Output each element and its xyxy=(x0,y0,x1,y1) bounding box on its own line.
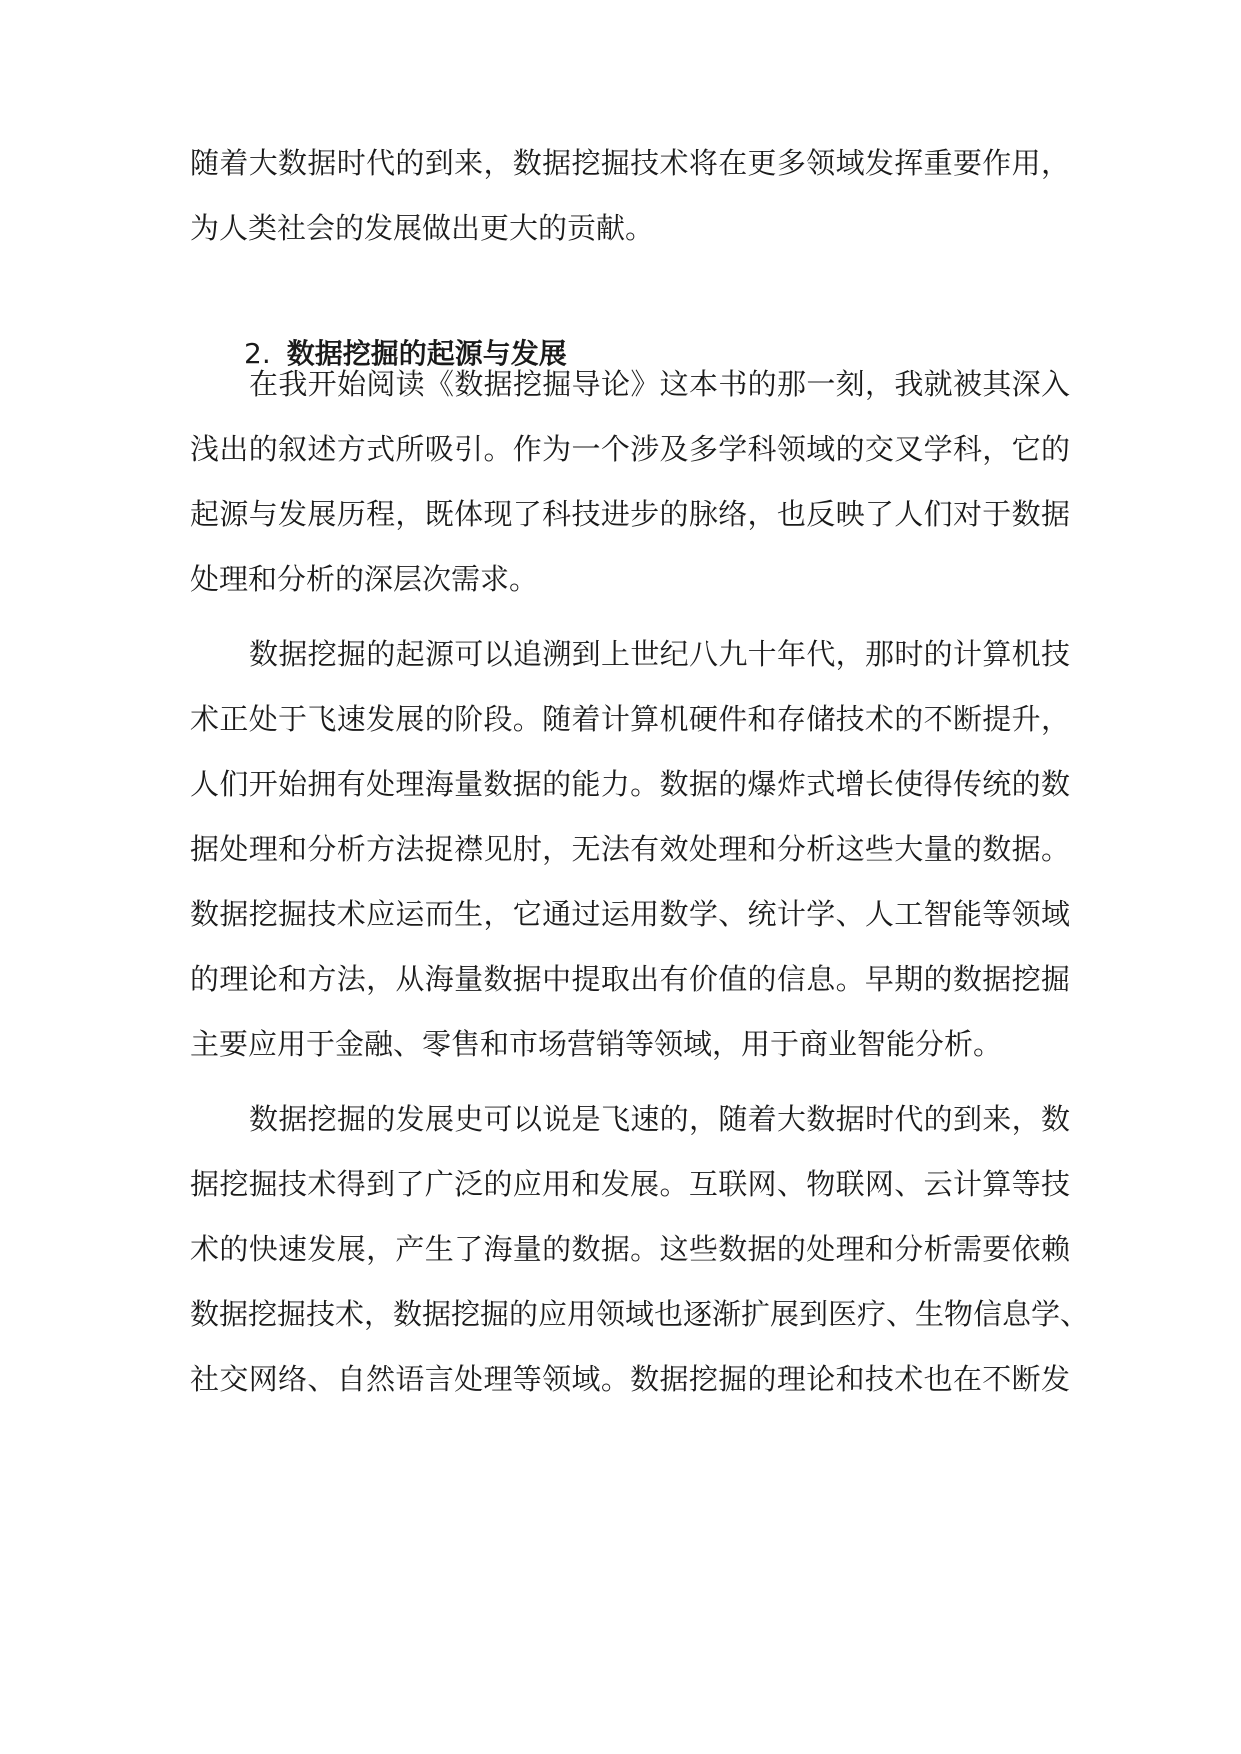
paragraph-3-line-1: 数据挖掘的发展史可以说是飞速的，随着大数据时代的到来，数 xyxy=(249,1102,1070,1136)
section-title: 数据挖掘的起源与发展 xyxy=(286,337,567,370)
intro-line-1: 随着大数据时代的到来，数据挖掘技术将在更多领域发挥重要作用， xyxy=(190,146,1070,180)
paragraph-1-line-3: 起源与发展历程，既体现了科技进步的脉络，也反映了人们对于数据 xyxy=(190,497,1070,531)
paragraph-2-line-2: 术正处于飞速发展的阶段。随着计算机硬件和存储技术的不断提升， xyxy=(190,702,1070,736)
paragraph-2-line-7: 主要应用于金融、零售和市场营销等领域，用于商业智能分析。 xyxy=(190,1027,1003,1061)
paragraph-2-line-3: 人们开始拥有处理海量数据的能力。数据的爆炸式增长使得传统的数 xyxy=(190,767,1070,801)
paragraph-1-line-4: 处理和分析的深层次需求。 xyxy=(190,562,539,596)
paragraph-2-line-4: 据处理和分析方法捉襟见肘，无法有效处理和分析这些大量的数据。 xyxy=(190,832,1070,866)
paragraph-1-line-1: 在我开始阅读《数据挖掘导论》这本书的那一刻，我就被其深入 xyxy=(249,367,1070,401)
paragraph-2-line-6: 的理论和方法，从海量数据中提取出有价值的信息。早期的数据挖掘 xyxy=(190,962,1070,996)
intro-line-2: 为人类社会的发展做出更大的贡献。 xyxy=(190,211,655,245)
paragraph-3-line-5: 社交网络、自然语言处理等领域。数据挖掘的理论和技术也在不断发 xyxy=(190,1362,1070,1396)
section-number: 2. xyxy=(244,337,271,370)
paragraph-2-line-1: 数据挖掘的起源可以追溯到上世纪八九十年代，那时的计算机技 xyxy=(249,637,1070,671)
paragraph-3-line-4: 数据挖掘技术，数据挖掘的应用领域也逐渐扩展到医疗、生物信息学、 xyxy=(190,1297,1090,1331)
paragraph-3-line-2: 据挖掘技术得到了广泛的应用和发展。互联网、物联网、云计算等技 xyxy=(190,1167,1070,1201)
paragraph-3-line-3: 术的快速发展，产生了海量的数据。这些数据的处理和分析需要依赖 xyxy=(190,1232,1070,1266)
paragraph-1-line-2: 浅出的叙述方式所吸引。作为一个涉及多学科领域的交叉学科，它的 xyxy=(190,432,1070,466)
paragraph-2-line-5: 数据挖掘技术应运而生，它通过运用数学、统计学、人工智能等领域 xyxy=(190,897,1070,931)
